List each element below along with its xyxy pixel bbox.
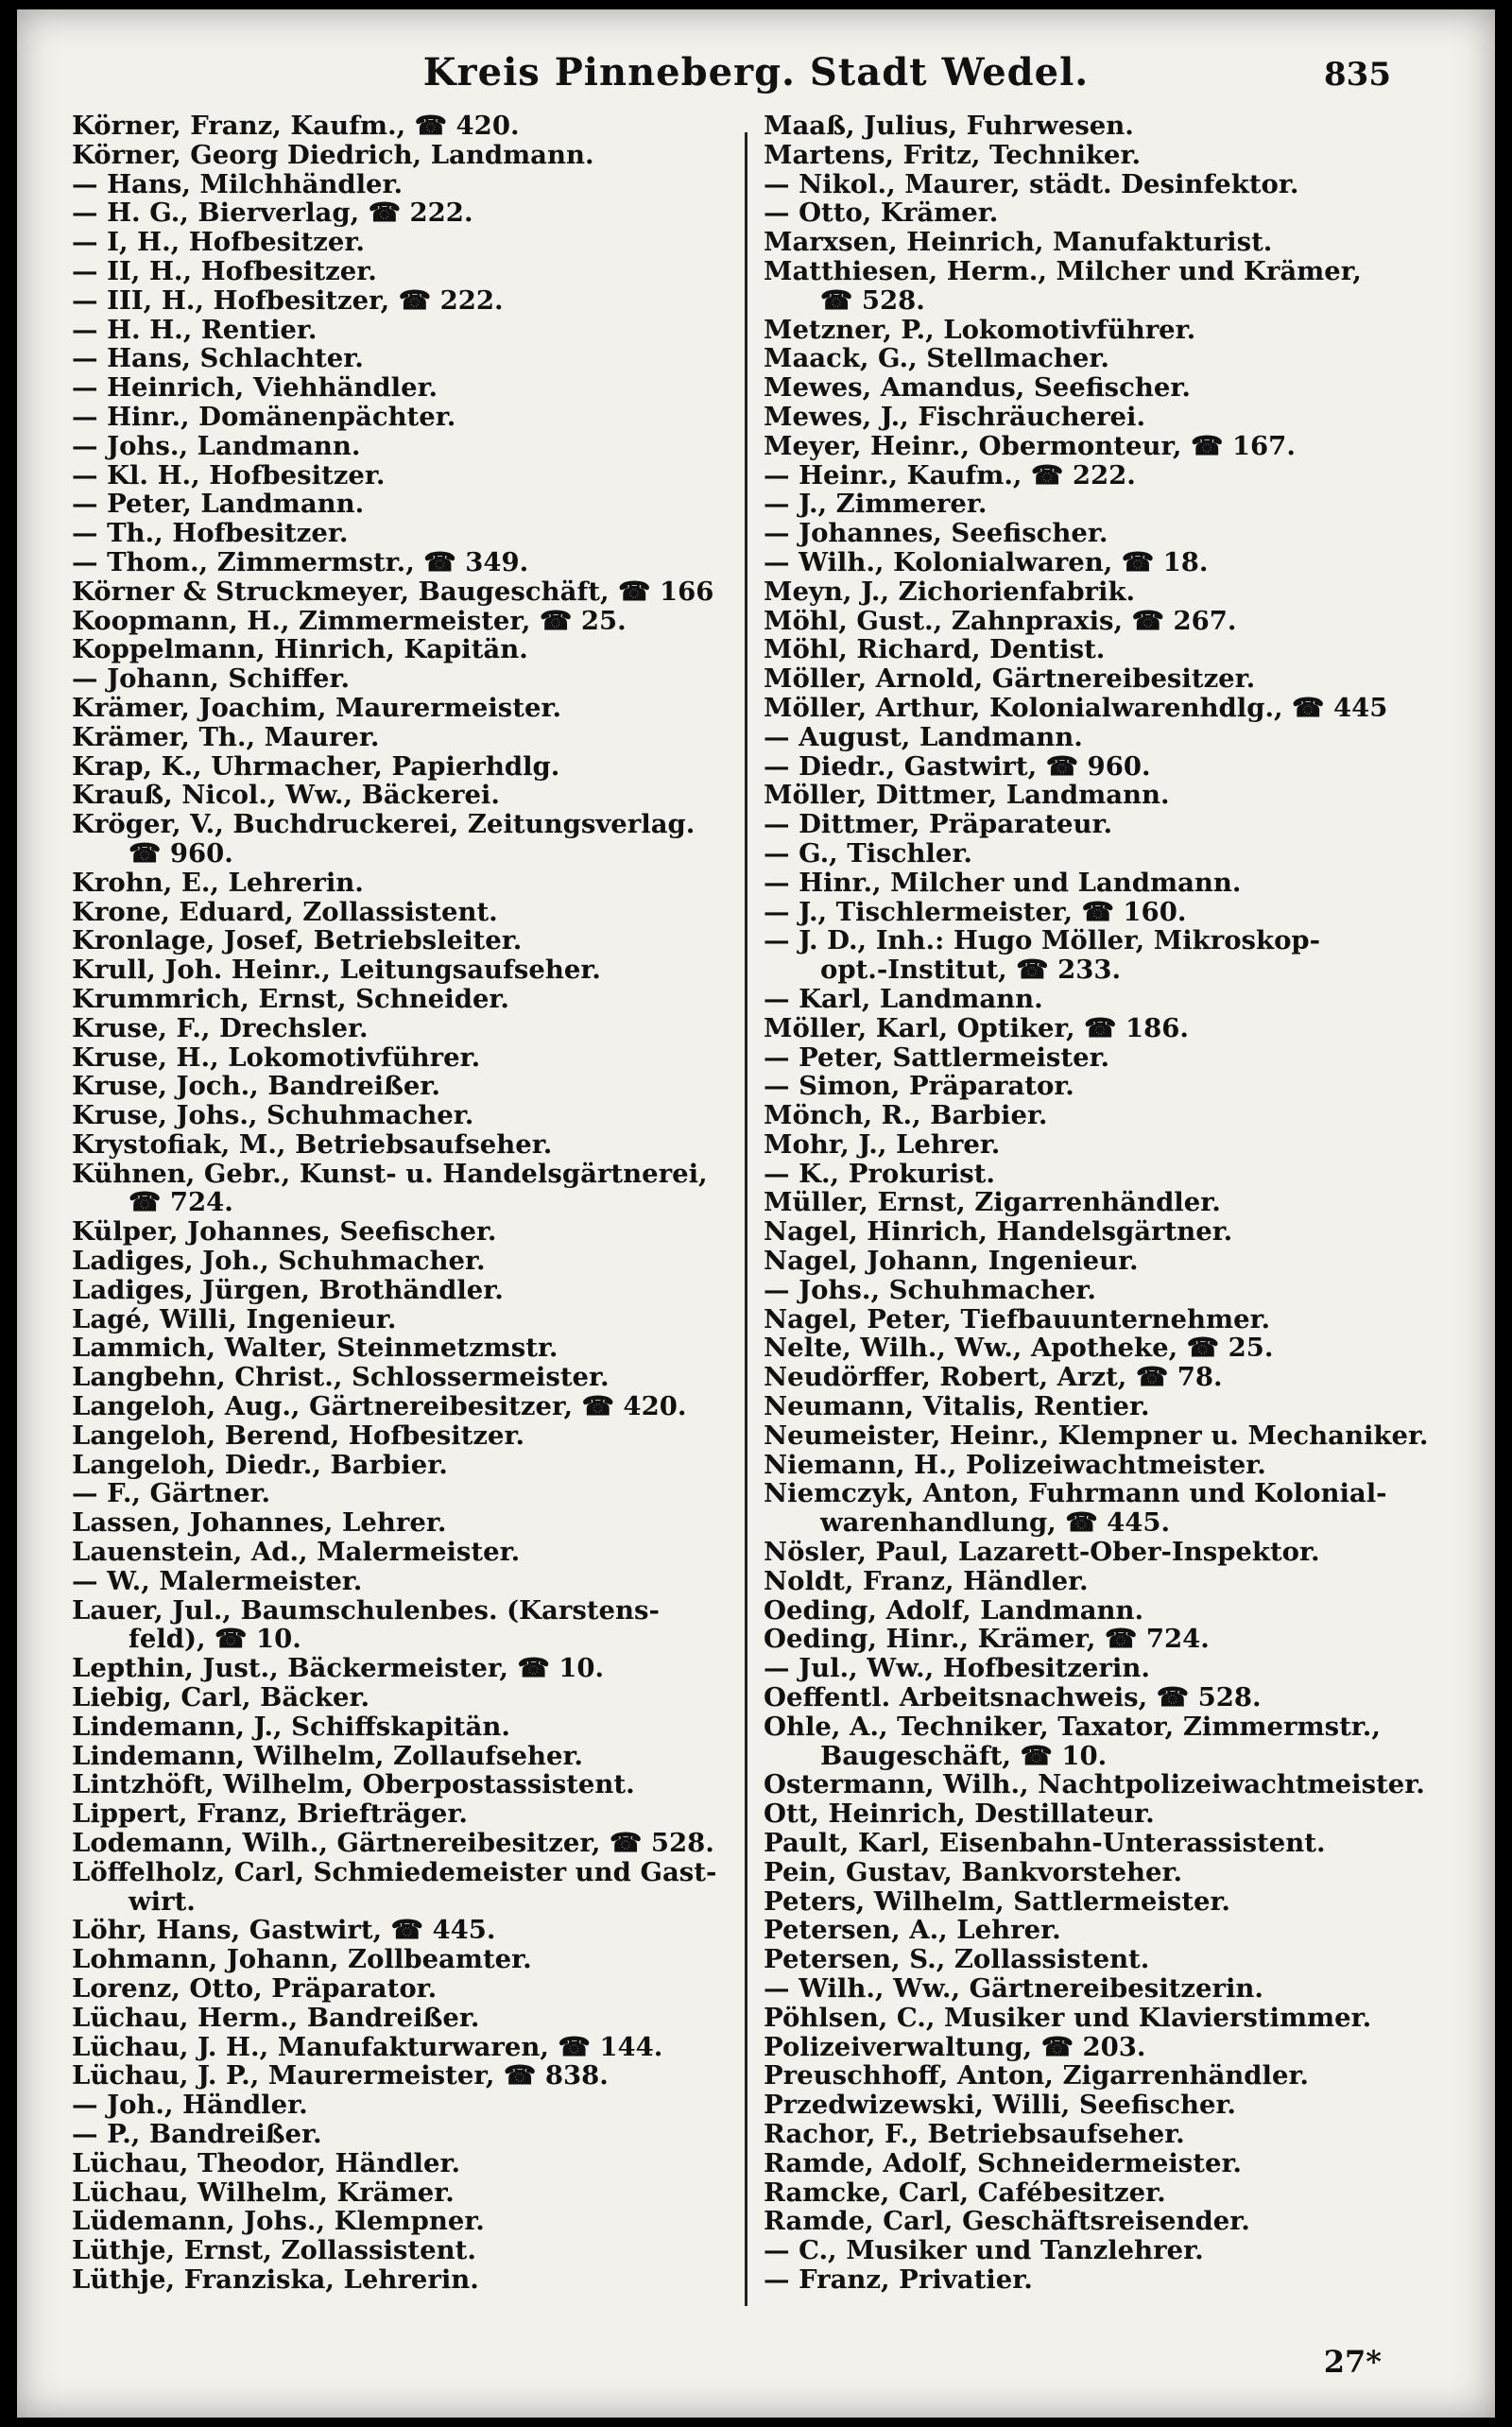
directory-entry: — Peter, Sattlermeister. bbox=[764, 1042, 1110, 1073]
directory-entry: Kronlage, Josef, Betriebsleiter. bbox=[72, 926, 523, 956]
directory-entry: Liebig, Carl, Bäcker. bbox=[72, 1683, 370, 1713]
directory-entry: Langeloh, Berend, Hofbesitzer. bbox=[72, 1420, 525, 1451]
directory-entry: — Johann, Schiffer. bbox=[72, 664, 351, 694]
directory-entry: Kröger, V., Buchdruckerei, Zeitungsverlag. bbox=[72, 810, 696, 839]
directory-entry: — II, H., Hofbesitzer. bbox=[72, 256, 377, 286]
directory-entry: Lepthin, Just., Bäckermeister, ☎ 10. bbox=[72, 1654, 605, 1684]
directory-entry: — Th., Hofbesitzer. bbox=[72, 519, 349, 548]
directory-entry: Przedwizewski, Willi, Seefischer. bbox=[764, 2091, 1236, 2120]
directory-entry: Neumann, Vitalis, Rentier. bbox=[764, 1392, 1150, 1421]
directory-entry: Rachor, F., Betriebsaufseher. bbox=[764, 2119, 1185, 2149]
directory-entry: — F., Gärtner. bbox=[72, 1479, 271, 1509]
directory-entry: Külper, Johannes, Seefischer. bbox=[72, 1217, 497, 1248]
directory-entry: feld), ☎ 10. bbox=[129, 1625, 301, 1655]
directory-entry: wirt. bbox=[129, 1886, 196, 1917]
directory-entry: — Kl. H., Hofbesitzer. bbox=[72, 460, 386, 491]
directory-entry: Meyer, Heinr., Obermonteur, ☎ 167. bbox=[764, 431, 1296, 461]
directory-entry: Polizeiverwaltung, ☎ 203. bbox=[764, 2032, 1146, 2062]
directory-entry: Krämer, Th., Maurer. bbox=[72, 722, 380, 752]
directory-entry: Niemczyk, Anton, Fuhrmann und Kolonial- bbox=[764, 1479, 1387, 1509]
directory-entry: Körner, Franz, Kaufm., ☎ 420. bbox=[72, 112, 520, 141]
directory-entry: Petersen, A., Lehrer. bbox=[764, 1916, 1061, 1946]
directory-entry: Lammich, Walter, Steinmetzmstr. bbox=[72, 1334, 558, 1364]
directory-entry: — C., Musiker und Tanzlehrer. bbox=[764, 2236, 1204, 2265]
directory-entry: — Hinr., Domänenpächter. bbox=[72, 402, 456, 432]
directory-entry: Nelte, Wilh., Ww., Apotheke, ☎ 25. bbox=[764, 1334, 1274, 1364]
directory-entry: — I, H., Hofbesitzer. bbox=[72, 228, 365, 257]
directory-entry: Maaß, Julius, Fuhrwesen. bbox=[764, 112, 1134, 141]
directory-entry: Müller, Ernst, Zigarrenhändler. bbox=[764, 1188, 1221, 1218]
directory-entry: Lindemann, J., Schiffskapitän. bbox=[72, 1712, 510, 1742]
directory-entry: Lüchau, Theodor, Händler. bbox=[72, 2148, 461, 2178]
directory-entry: — Peter, Landmann. bbox=[72, 490, 365, 520]
right-column bbox=[764, 112, 1453, 2295]
directory-entry: Metzner, P., Lokomotivführer. bbox=[764, 315, 1196, 345]
directory-entry: Lohmann, Johann, Zollbeamter. bbox=[72, 1945, 532, 1974]
directory-entry: — K., Prokurist. bbox=[764, 1159, 995, 1189]
directory-entry: — Nikol., Maurer, städt. Desinfektor. bbox=[764, 169, 1299, 199]
directory-entry: — J., Tischlermeister, ☎ 160. bbox=[764, 897, 1187, 927]
directory-entry: Möller, Arnold, Gärtnereibesitzer. bbox=[764, 664, 1256, 694]
directory-entry: Körner & Struckmeyer, Baugeschäft, ☎ 166 bbox=[72, 577, 714, 607]
directory-entry: — Diedr., Gastwirt, ☎ 960. bbox=[764, 751, 1151, 782]
directory-entry: Nagel, Johann, Ingenieur. bbox=[764, 1247, 1139, 1276]
directory-entry: — Wilh., Ww., Gärtnereibesitzerin. bbox=[764, 1974, 1263, 2004]
directory-entry: Ohle, A., Techniker, Taxator, Zimmermstr., bbox=[764, 1712, 1381, 1742]
directory-entry: — Heinr., Kaufm., ☎ 222. bbox=[764, 460, 1136, 491]
page-number: 835 bbox=[1324, 56, 1391, 94]
directory-entry: Ott, Heinrich, Destillateur. bbox=[764, 1799, 1155, 1830]
directory-entry: — Jul., Ww., Hofbesitzerin. bbox=[764, 1654, 1150, 1684]
directory-entry: Langeloh, Aug., Gärtnereibesitzer, ☎ 420. bbox=[72, 1392, 687, 1421]
directory-entry: Maack, G., Stellmacher. bbox=[764, 344, 1109, 374]
directory-entry: — G., Tischler. bbox=[764, 838, 972, 869]
directory-entry: Löffelholz, Carl, Schmiedemeister und Gast- bbox=[72, 1857, 717, 1887]
directory-entry: Preuschhoff, Anton, Zigarrenhändler. bbox=[764, 2061, 1310, 2091]
directory-entry: Kruse, Joch., Bandreißer. bbox=[72, 1072, 440, 1102]
directory-entry: Möhl, Richard, Dentist. bbox=[764, 635, 1106, 665]
directory-entry: Oeding, Hinr., Krämer, ☎ 724. bbox=[764, 1625, 1210, 1655]
directory-entry: Lauer, Jul., Baumschulenbes. (Karstens- bbox=[72, 1595, 660, 1626]
directory-entry: Oeffentl. Arbeitsnachweis, ☎ 528. bbox=[764, 1683, 1262, 1713]
directory-entry: Lagé, Willi, Ingenieur. bbox=[72, 1304, 397, 1334]
directory-entry: Lüchau, J. H., Manufakturwaren, ☎ 144. bbox=[72, 2032, 663, 2062]
directory-entry: Körner, Georg Diedrich, Landmann. bbox=[72, 140, 594, 170]
directory-entry: Neumeister, Heinr., Klempner u. Mechaniker. bbox=[764, 1420, 1429, 1451]
directory-entry: Ostermann, Wilh., Nachtpolizeiwachtmeister. bbox=[764, 1770, 1425, 1800]
directory-entry: — Hans, Milchhändler. bbox=[72, 169, 404, 199]
directory-entry: Noldt, Franz, Händler. bbox=[764, 1566, 1089, 1596]
directory-entry: Mohr, J., Lehrer. bbox=[764, 1129, 1001, 1160]
directory-entry: Baugeschäft, ☎ 10. bbox=[820, 1741, 1108, 1771]
directory-entry: — Thom., Zimmermstr., ☎ 349. bbox=[72, 547, 529, 577]
directory-entry: Krystofiak, M., Betriebsaufseher. bbox=[72, 1129, 553, 1160]
directory-entry: Krämer, Joachim, Maurermeister. bbox=[72, 693, 562, 723]
directory-entry: Mewes, J., Fischräucherei. bbox=[764, 402, 1146, 432]
directory-entry: Lüchau, J. P., Maurermeister, ☎ 838. bbox=[72, 2061, 609, 2091]
directory-entry: Krummrich, Ernst, Schneider. bbox=[72, 984, 509, 1014]
directory-entry: Langeloh, Diedr., Barbier. bbox=[72, 1450, 448, 1480]
directory-entry: Kruse, F., Drechsler. bbox=[72, 1013, 369, 1043]
directory-entry: Nösler, Paul, Lazarett-Ober-Inspektor. bbox=[764, 1538, 1320, 1567]
directory-entry: — W., Malermeister. bbox=[72, 1566, 363, 1596]
directory-entry: Niemann, H., Polizeiwachtmeister. bbox=[764, 1450, 1266, 1480]
directory-entry: Möller, Dittmer, Landmann. bbox=[764, 781, 1170, 811]
directory-entry: Neudörffer, Robert, Arzt, ☎ 78. bbox=[764, 1363, 1223, 1393]
directory-entry: Nagel, Peter, Tiefbauunternehmer. bbox=[764, 1304, 1271, 1334]
directory-entry: — Johs., Schuhmacher. bbox=[764, 1275, 1096, 1305]
directory-entry: Matthiesen, Herm., Milcher und Krämer, bbox=[764, 256, 1362, 286]
directory-entry: Kruse, H., Lokomotivführer. bbox=[72, 1042, 481, 1073]
directory-entry: Krap, K., Uhrmacher, Papierhdlg. bbox=[72, 751, 560, 782]
directory-entry: Mewes, Amandus, Seefischer. bbox=[764, 373, 1191, 403]
directory-entry: — Johannes, Seefischer. bbox=[764, 519, 1108, 548]
directory-entry: Lodemann, Wilh., Gärtnereibesitzer, ☎ 528. bbox=[72, 1829, 714, 1858]
directory-entry: Oeding, Adolf, Landmann. bbox=[764, 1595, 1144, 1626]
directory-entry: Ramde, Adolf, Schneidermeister. bbox=[764, 2148, 1243, 2178]
directory-entry: — P., Bandreißer. bbox=[72, 2119, 322, 2149]
directory-entry: — Karl, Landmann. bbox=[764, 984, 1043, 1014]
directory-entry: Lippert, Franz, Briefträger. bbox=[72, 1799, 468, 1830]
directory-entry: Marxsen, Heinrich, Manufakturist. bbox=[764, 228, 1273, 257]
directory-entry: Lauenstein, Ad., Malermeister. bbox=[72, 1538, 521, 1567]
directory-entry: Kühnen, Gebr., Kunst- u. Handelsgärtnerei, bbox=[72, 1159, 708, 1189]
directory-entry: Lintzhöft, Wilhelm, Oberpostassistent. bbox=[72, 1770, 635, 1800]
directory-entry: Langbehn, Christ., Schlossermeister. bbox=[72, 1363, 610, 1393]
directory-entry: ☎ 960. bbox=[129, 838, 233, 869]
directory-entry: — Hinr., Milcher und Landmann. bbox=[764, 868, 1242, 898]
directory-entry: — H. H., Rentier. bbox=[72, 315, 318, 345]
directory-entry: Nagel, Hinrich, Handelsgärtner. bbox=[764, 1217, 1233, 1248]
directory-entry: Mönch, R., Barbier. bbox=[764, 1101, 1048, 1130]
page-title: Kreis Pinneberg. Stadt Wedel. bbox=[422, 50, 1090, 95]
printer-signature: 27* bbox=[1323, 2344, 1382, 2380]
directory-entry: Koppelmann, Hinrich, Kapitän. bbox=[72, 635, 528, 665]
directory-entry: — Franz, Privatier. bbox=[764, 2264, 1033, 2295]
directory-entry: Lüchau, Wilhelm, Krämer. bbox=[72, 2177, 455, 2208]
directory-entry: Kruse, Johs., Schuhmacher. bbox=[72, 1101, 474, 1130]
directory-entry: Koopmann, H., Zimmermeister, ☎ 25. bbox=[72, 606, 627, 636]
directory-entry: Ramcke, Carl, Cafébesitzer. bbox=[764, 2177, 1166, 2208]
column-divider bbox=[745, 132, 747, 2306]
directory-entry: — Dittmer, Präparateur. bbox=[764, 810, 1113, 839]
directory-entry: — Hans, Schlachter. bbox=[72, 344, 364, 374]
directory-entry: — Otto, Krämer. bbox=[764, 198, 999, 229]
directory-entry: Löhr, Hans, Gastwirt, ☎ 445. bbox=[72, 1916, 496, 1946]
directory-entry: Lüdemann, Johs., Klempner. bbox=[72, 2207, 485, 2237]
directory-entry: opt.-Institut, ☎ 233. bbox=[820, 955, 1122, 985]
left-column bbox=[72, 112, 733, 2295]
directory-entry: Ladiges, Jürgen, Brothändler. bbox=[72, 1275, 504, 1305]
directory-entry: Pöhlsen, C., Musiker und Klavierstimmer. bbox=[764, 2003, 1372, 2033]
directory-entry: — J., Zimmerer. bbox=[764, 490, 988, 520]
directory-entry: Pein, Gustav, Bankvorsteher. bbox=[764, 1857, 1183, 1887]
directory-entry: — Wilh., Kolonialwaren, ☎ 18. bbox=[764, 547, 1209, 577]
directory-entry: Möller, Arthur, Kolonialwarenhdlg., ☎ 445 bbox=[764, 693, 1388, 723]
directory-entry: Lorenz, Otto, Präparator. bbox=[72, 1974, 438, 2004]
directory-entry: — III, H., Hofbesitzer, ☎ 222. bbox=[72, 285, 504, 316]
directory-entry: — H. G., Bierverlag, ☎ 222. bbox=[72, 198, 473, 229]
directory-entry: — Johs., Landmann. bbox=[72, 431, 361, 461]
directory-entry: Petersen, S., Zollassistent. bbox=[764, 1945, 1150, 1974]
directory-entry: Martens, Fritz, Techniker. bbox=[764, 140, 1142, 170]
directory-entry: Lüthje, Franziska, Lehrerin. bbox=[72, 2264, 479, 2295]
directory-entry: Lindemann, Wilhelm, Zollaufseher. bbox=[72, 1741, 583, 1771]
directory-entry: Krohn, E., Lehrerin. bbox=[72, 868, 364, 898]
directory-entry: Krull, Joh. Heinr., Leitungsaufseher. bbox=[72, 955, 601, 985]
directory-entry: ☎ 528. bbox=[820, 285, 925, 316]
directory-entry: Lassen, Johannes, Lehrer. bbox=[72, 1508, 447, 1539]
directory-entry: Lüchau, Herm., Bandreißer. bbox=[72, 2003, 480, 2033]
directory-entry: ☎ 724. bbox=[129, 1188, 233, 1218]
directory-entry: Krone, Eduard, Zollassistent. bbox=[72, 897, 498, 927]
directory-entry: Ladiges, Joh., Schuhmacher. bbox=[72, 1247, 486, 1276]
directory-entry: Lüthje, Ernst, Zollassistent. bbox=[72, 2236, 476, 2265]
directory-entry: — Heinrich, Viehhändler. bbox=[72, 373, 438, 403]
directory-entry: Meyn, J., Zichorienfabrik. bbox=[764, 577, 1136, 607]
directory-entry: Ramde, Carl, Geschäftsreisender. bbox=[764, 2207, 1250, 2237]
directory-entry: — Joh., Händler. bbox=[72, 2091, 308, 2120]
directory-entry: Möller, Karl, Optiker, ☎ 186. bbox=[764, 1013, 1189, 1043]
directory-entry: — J. D., Inh.: Hugo Möller, Mikroskop- bbox=[764, 926, 1321, 956]
directory-entry: Peters, Wilhelm, Sattlermeister. bbox=[764, 1886, 1231, 1917]
directory-entry: warenhandlung, ☎ 445. bbox=[820, 1508, 1171, 1539]
directory-page bbox=[17, 9, 1495, 2418]
directory-entry: Möhl, Gust., Zahnpraxis, ☎ 267. bbox=[764, 606, 1237, 636]
directory-entry: Krauß, Nicol., Ww., Bäckerei. bbox=[72, 781, 500, 811]
directory-entry: Pault, Karl, Eisenbahn-Unterassistent. bbox=[764, 1829, 1326, 1858]
directory-entry: — Simon, Präparator. bbox=[764, 1072, 1074, 1102]
directory-entry: — August, Landmann. bbox=[764, 722, 1083, 752]
page-header bbox=[17, 43, 1495, 99]
